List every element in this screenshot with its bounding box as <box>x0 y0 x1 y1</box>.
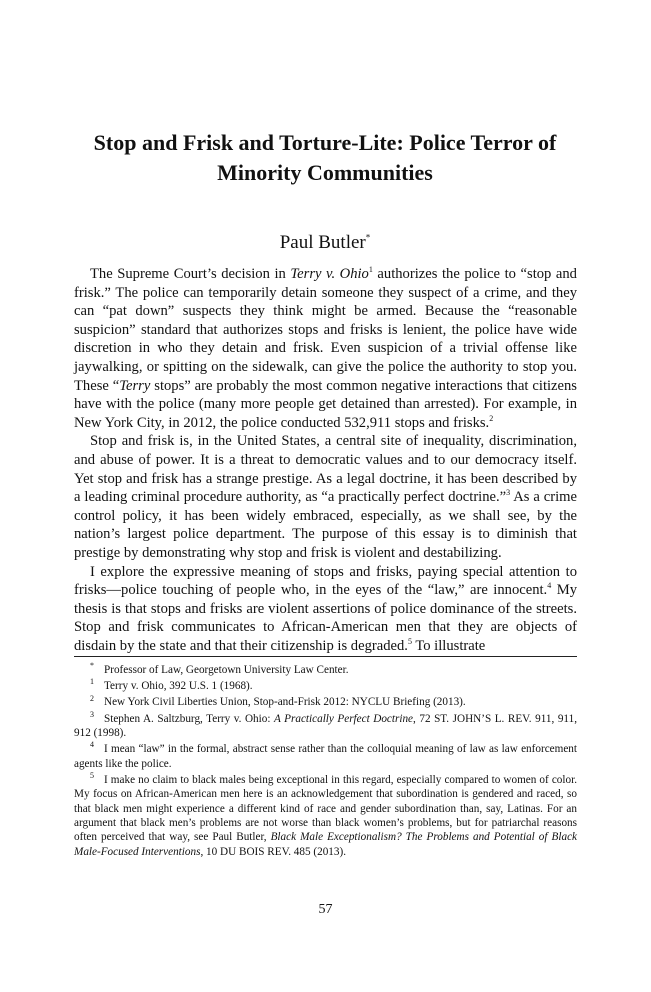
footnotes <box>74 663 577 861</box>
footnote-text <box>104 696 466 708</box>
footnote-text <box>104 680 253 692</box>
footnote-ref: 3 <box>506 488 511 498</box>
text-run: My thesis is that stops and frisks are violent assertions of police dominance of the streets. Stop and frisk communicates to African-American men that they are objects of disdain by the state and that their citizenship is degraded. <box>74 582 577 654</box>
article-title <box>40 128 610 188</box>
author-name: Paul Butler <box>279 232 366 253</box>
text-run: Terry v. Ohio, 392 U.S. 1 (1968). <box>104 680 253 693</box>
author-byline <box>40 232 610 254</box>
footnote-5: 5 I make no claim to black males being exceptional in this regard, especially compared to women of color. My focus on African-American men here is an acknowledgement that subordination is gendered and raced, so that black men might experience a different kind of race and gender subordination than, say, Latinas. For an argument that black men’s problems are not worse than black women’s problems, but for patriarchal reasons often perceived that way, see Paul Butler, Black Male Exceptionalism? The Problems and Potential of Black Male-Focused Interventions, 10 DU BOIS REV. 485 (2013). <box>74 771 577 858</box>
author-footnote-mark: * <box>365 232 371 243</box>
footnote-3: 3 Stephen A. Saltzburg, Terry v. Ohio: A Practically Perfect Doctrine, 72 ST. JOHN’S L. REV. 911, 911, 912 (1998). <box>74 709 577 740</box>
footnote-4: 4 I mean “law” in the formal, abstract sense rather than the colloquial meaning of law as law enforcement agents like the police. <box>74 740 577 770</box>
footnote-divider <box>74 656 577 657</box>
text-run: As a crime control policy, it has been widely embraced, especially, as we shall see, by the nation’s largest police department. The purpose of this essay is to diminish that prestige by demonstrating why stop and frisk is violent and destabilizing. <box>74 489 577 561</box>
footnote-text <box>74 709 577 740</box>
text-run: To illustrate <box>411 637 486 654</box>
footnote-text <box>104 664 349 676</box>
italic-text: A Practically Perfect Doctrine <box>274 712 414 725</box>
text-run: stops” are probably the most common negative interactions that citizens have with the police (many more people get detained than arrested). For example, in New York City, in 2012, the police conducted 532,911 stops and frisks. <box>74 377 577 431</box>
page-number: 57 <box>318 902 333 917</box>
text-run: I mean “law” in the formal, abstract sense rather than the colloquial meaning of law as law enforcement agents like the police. <box>74 743 577 770</box>
text-run: authorizes the police to “stop and frisk.” The police can temporarily detain someone they suspect of a crime, and they can “pat down” suspects they think might be armed. Because the “reasonable suspicion” standard that authorizes stops and frisks is lenient, the police have wide discretion in who they detain and frisk. Even suspicion of a trivial offense like jaywalking, or spitting on the sidewalk, can give the police the authority to stop you. These “ <box>74 266 577 394</box>
footnote-ref: 2 <box>489 413 494 423</box>
body-paragraph-1 <box>74 265 577 432</box>
text-run: I make no claim to black males being exceptional in this regard, especially compared to women of color. My focus on African-American men here is an acknowledgement that subordination is gendered and raced, so that black men might experience a different kind of race and gender subordination than, say, Latinas. For an argument that black men’s problems are not worse than black women’s problems, but for patriarchal reasons often perceived that way, see Paul Butler, <box>74 773 577 844</box>
italic-text: Terry v. Ohio <box>290 266 369 282</box>
text-run: , 10 DU BOIS REV. 485 (2013). <box>200 845 346 858</box>
footnote-ref: 1 <box>368 265 373 275</box>
article-body <box>74 265 577 655</box>
italic-text: Terry <box>119 377 151 394</box>
footnote-author: * Professor of Law, Georgetown University Law Center. <box>90 661 349 676</box>
footnote-ref: 4 <box>547 581 552 591</box>
text-run: The Supreme Court’s decision in <box>90 266 291 282</box>
body-paragraph-2 <box>74 432 577 562</box>
text-run: , 72 ST. JOHN’S L. REV. 911, 911, 912 (1998). <box>74 712 577 740</box>
title-line-2: Minority Communities <box>217 160 433 185</box>
text-run: Stop and frisk is, in the United States, a central site of inequality, discrimination, and abuse of power. It is a threat to democratic values and to our democracy itself. Yet stop and frisk has a strange prestige. As a legal doctrine, it has been described by a leading criminal procedure authority, as “a practically perfect doctrine.” <box>74 433 577 506</box>
footnote-2: 2 New York Civil Liberties Union, Stop-and-Frisk 2012: NYCLU Briefing (2013). <box>90 693 466 709</box>
text-run: Stephen A. Saltzburg, Terry v. Ohio: <box>104 712 274 725</box>
footnote-1: 1 Terry v. Ohio, 392 U.S. 1 (1968). <box>90 677 253 693</box>
body-paragraph-3 <box>74 563 577 656</box>
footnote-text <box>74 771 577 858</box>
footnote-ref: 5 <box>407 637 412 647</box>
text-run: I explore the expressive meaning of stops and frisks, paying special attention to frisks—police touching of people who, in the eyes of the “law,” are innocent. <box>74 563 577 599</box>
footnote-text <box>74 740 577 770</box>
title-line-1: Stop and Frisk and Torture-Lite: Police Terror of <box>93 130 557 155</box>
text-run: New York Civil Liberties Union, Stop-and-Frisk 2012: NYCLU Briefing (2013). <box>104 696 466 709</box>
italic-text: Black Male Exceptionalism? The Problems and Potential of Black Male-Focused Interventions <box>74 831 577 858</box>
text-run: Professor of Law, Georgetown University Law Center. <box>104 664 349 676</box>
